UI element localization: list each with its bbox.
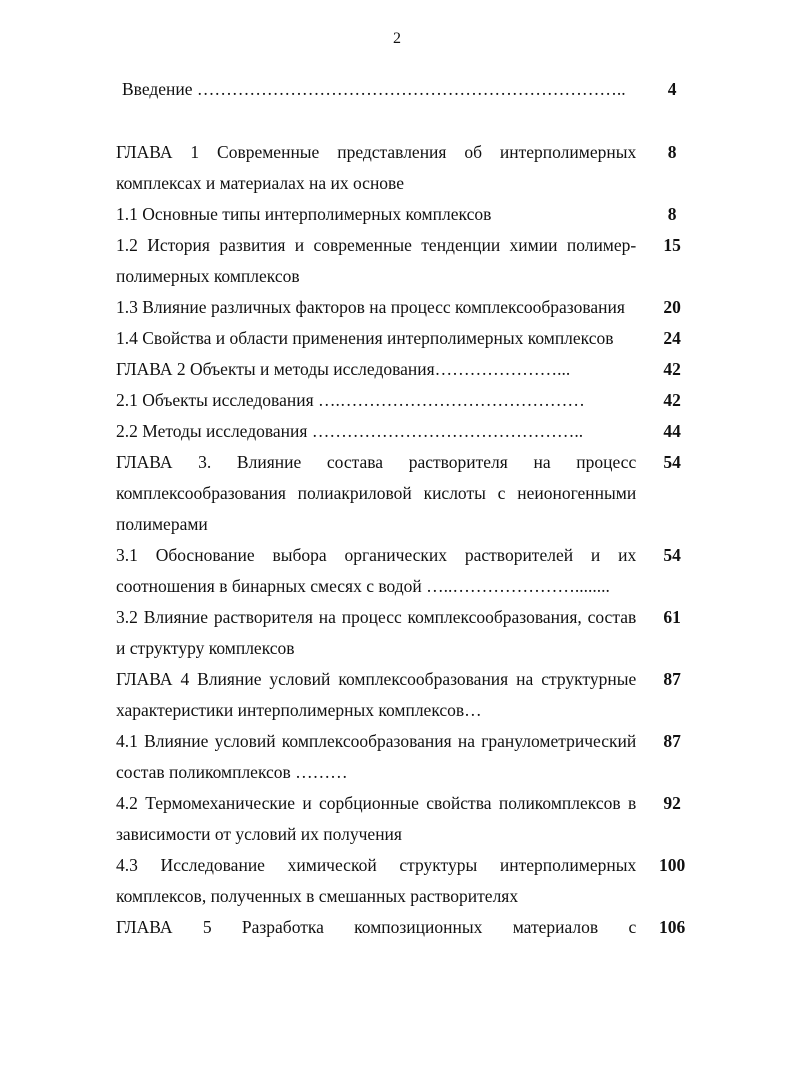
toc-entry-page: 54 <box>663 545 681 565</box>
toc-entry-title: 4.3 Исследование химической структуры интерполимерных комплексов, полученных в смешанных растворителях <box>116 855 637 906</box>
toc-entry-chapter-3 <box>116 447 706 540</box>
toc-entry-section-1-4 <box>116 323 706 354</box>
toc-entry-page: 4 <box>667 79 677 99</box>
toc-entry-page: 100 <box>658 855 686 875</box>
toc-entry-title: ГЛАВА 2 Объекты и методы исследования…………………... <box>116 359 571 379</box>
toc-entry-title: Введение ……………………………………………………………….. <box>122 79 626 99</box>
toc-entry-page: 8 <box>667 204 677 224</box>
toc-entry-page: 87 <box>663 731 681 751</box>
toc-entry-chapter-2 <box>116 354 706 385</box>
toc-entry-title: 1.1 Основные типы интерполимерных комплексов <box>116 204 492 224</box>
toc-entry-title: ГЛАВА 3. Влияние состава растворителя на процесс комплексообразования полиакриловой кислоты с неионогенными полимерами <box>116 452 637 534</box>
toc-entry-title: 4.1 Влияние условий комплексообразования на гранулометрический состав поликомплексов ……… <box>116 731 637 782</box>
toc-entry-title: 2.1 Объекты исследования ….…………………………………… <box>116 390 585 410</box>
toc-entry-page: 87 <box>663 669 681 689</box>
toc-entry-page: 44 <box>663 421 681 441</box>
toc-entry-section-2-1 <box>116 385 706 416</box>
toc-entry-title: 3.2 Влияние растворителя на процесс комплексообразования, состав и структуру комплексов <box>116 607 637 658</box>
toc-entry-page: 15 <box>663 235 681 255</box>
toc-entry-section-3-2 <box>116 602 706 664</box>
toc-entry-section-1-1 <box>116 199 706 230</box>
toc-entry-page: 42 <box>663 390 681 410</box>
toc-entry-title: 1.4 Свойства и области применения интерполимерных комплексов <box>116 328 614 348</box>
toc-entry-page: 54 <box>663 452 681 472</box>
toc-entry-section-4-1 <box>116 726 706 788</box>
toc-entry-title: 1.3 Влияние различных факторов на процесс комплексообразования <box>116 297 625 317</box>
toc-entry-section-4-2 <box>116 788 706 850</box>
toc-entry-introduction <box>116 74 706 105</box>
page-number: 2 <box>393 30 401 47</box>
toc-entry-title: ГЛАВА 1 Современные представления об интерполимерных комплексах и материалах на их основе <box>116 142 637 193</box>
toc-entry-section-3-1 <box>116 540 706 602</box>
toc-entry-section-1-2 <box>116 230 706 292</box>
toc-entry-title: 4.2 Термомеханические и сорбционные свойства поликомплексов в зависимости от условий их получения <box>116 793 637 844</box>
toc-entry-chapter-1 <box>116 137 706 199</box>
toc-entry-section-2-2 <box>116 416 706 447</box>
toc-entry-page: 42 <box>663 359 681 379</box>
toc-entry-title: ГЛАВА 4 Влияние условий комплексообразования на структурные характеристики интерполимерных комплексов… <box>116 669 637 720</box>
toc-entry-title: 3.1 Обоснование выбора органических растворителей и их соотношения в бинарных смесях с водой …..…………………........ <box>116 545 637 596</box>
toc-entry-title: 2.2 Методы исследования ……………………………………….. <box>116 421 584 441</box>
toc-entry-chapter-5 <box>116 912 706 943</box>
toc-entry-chapter-4 <box>116 664 706 726</box>
toc-entry-page: 20 <box>663 297 681 317</box>
toc-entry-section-4-3 <box>116 850 706 912</box>
toc-entry-page: 8 <box>667 142 677 162</box>
toc-entry-title: ГЛАВА 5 Разработка композиционных материалов с <box>116 917 637 937</box>
toc-entry-page: 92 <box>663 793 681 813</box>
toc-entry-page: 106 <box>658 917 686 937</box>
toc-entry-page: 61 <box>663 607 681 627</box>
toc-entry-section-1-3 <box>116 292 706 323</box>
toc-entry-title: 1.2 История развития и современные тенденции химии полимер-полимерных комплексов <box>116 235 637 286</box>
toc-entry-page: 24 <box>663 328 681 348</box>
table-of-contents <box>116 74 706 943</box>
